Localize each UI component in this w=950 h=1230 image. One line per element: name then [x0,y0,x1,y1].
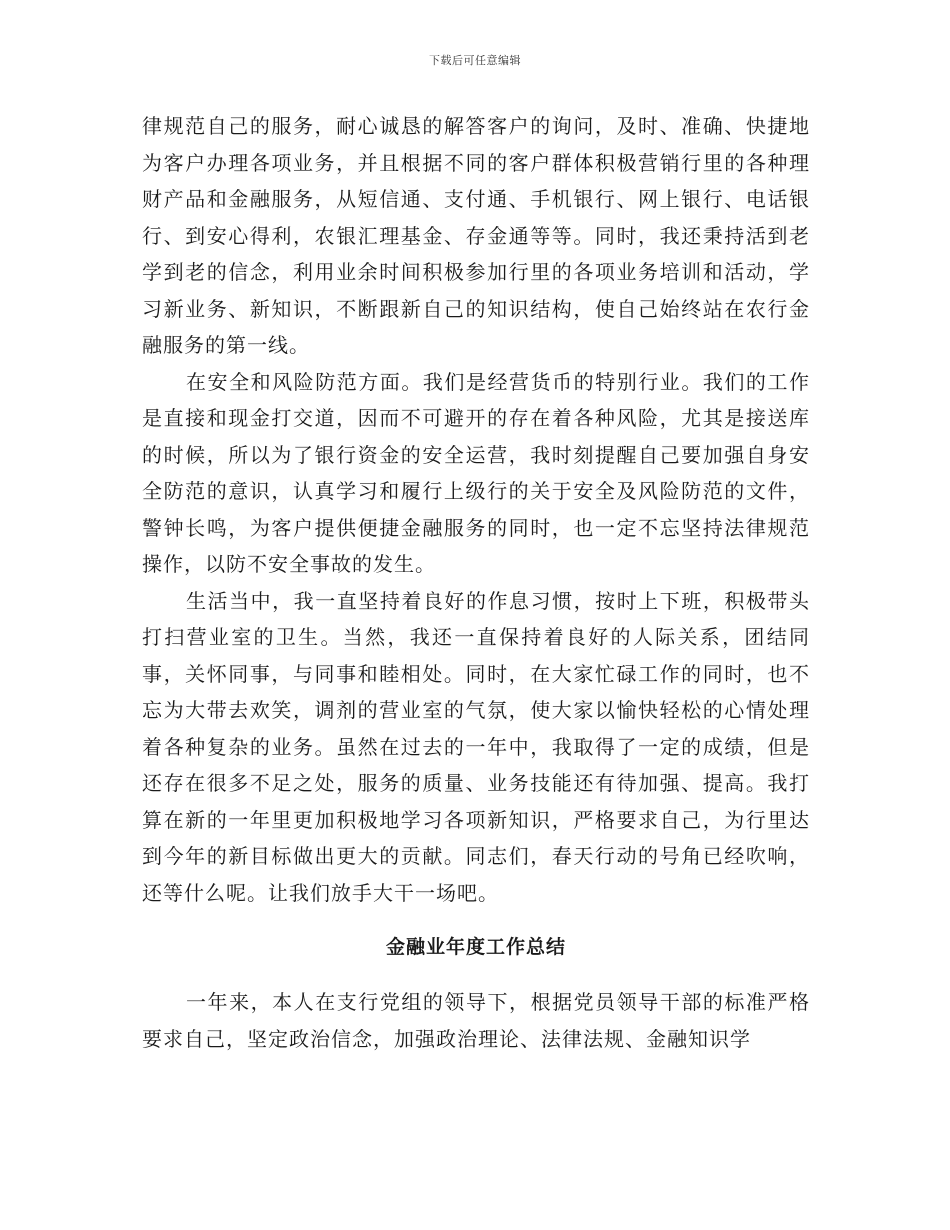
paragraph-safety: 在安全和风险防范方面。我们是经营货币的特别行业。我们的工作是直接和现金打交道，因而不可避开的存在着各种风险，尤其是接送库的时候，所以为了银行资金的安全运营，我时刻提醒自己要加强自身安全防范的意识，认真学习和履行上级行的关于安全及风险防范的文件，警钟长鸣，为客户提供便捷金融服务的同时，也一定不忘坚持法律规范操作，以防不安全事故的发生。 [142,369,810,576]
page-header-note: 下载后可任意编辑 [429,54,521,67]
section-title: 金融业年度工作总结 [385,936,566,958]
document-body [142,108,810,1057]
paragraph-service: 律规范自己的服务，耐心诚恳的解答客户的询问，及时、准确、快捷地为客户办理各项业务，并且根据不同的客户群体积极营销行里的各种理财产品和金融服务，从短信通、支付通、手机银行、网上银行、电话银行、到安心得利，农银汇理基金、存金通等等。同时，我还秉持活到老学到老的信念，利用业余时间积极参加行里的各项业务培训和活动，学习新业务、新知识，不断跟新自己的知识结构，使自己始终站在农行金融服务的第一线。 [142,114,810,357]
paragraph-summary-intro: 一年来，本人在支行党组的领导下，根据党员领导干部的标准严格要求自己，坚定政治信念，加强政治理论、法律法规、金融知识学 [142,990,810,1051]
paragraph-life: 生活当中，我一直坚持着良好的作息习惯，按时上下班，积极带头打扫营业室的卫生。当然，我还一直保持着良好的人际关系，团结同事，关怀同事，与同事和睦相处。同时，在大家忙碌工作的同时，也不忘为大带去欢笑，调剂的营业室的气氛，使大家以愉快轻松的心情处理着各种复杂的业务。虽然在过去的一年中，我取得了一定的成绩，但是还存在很多不足之处，服务的质量、业务技能还有待加强、提高。我打算在新的一年里更加积极地学习各项新知识，严格要求自己，为行里达到今年的新目标做出更大的贡献。同志们，春天行动的号角已经吹响，还等什么呢。让我们放手大干一场吧。 [142,588,810,905]
